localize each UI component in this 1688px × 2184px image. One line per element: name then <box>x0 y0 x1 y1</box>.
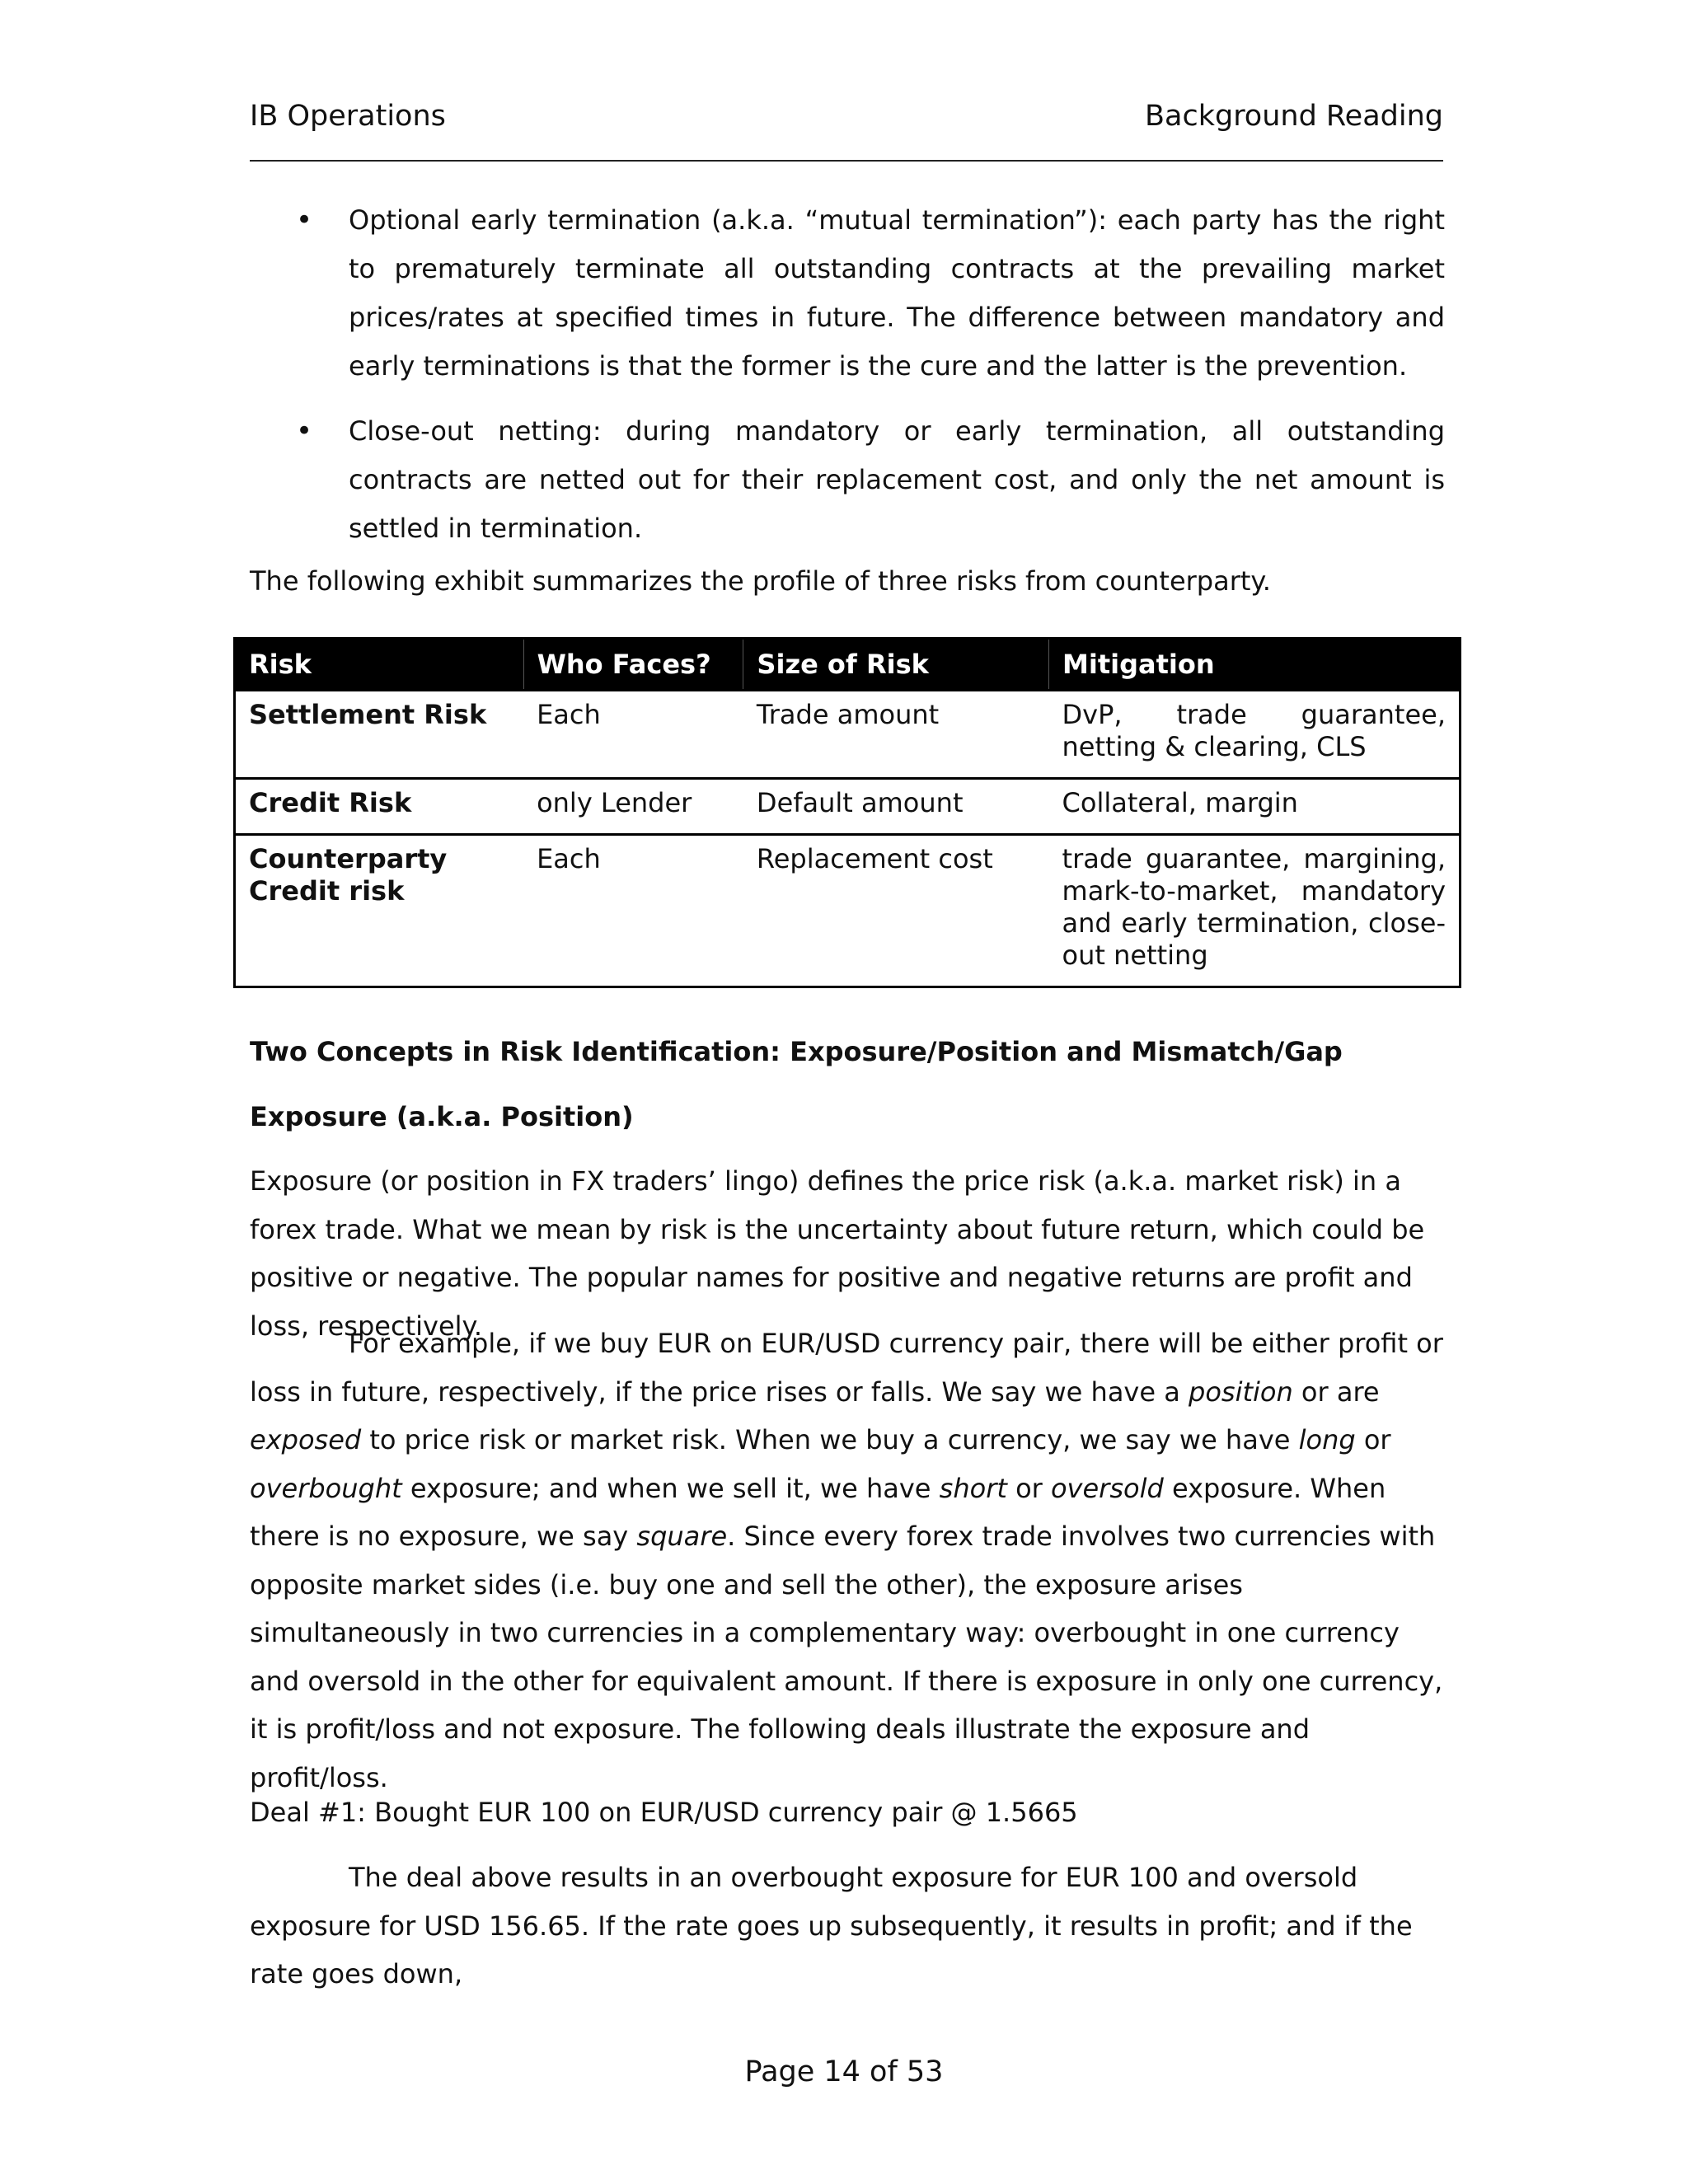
table-cell-risk: Counterparty Credit risk <box>235 835 524 987</box>
table-cell: only Lender <box>523 779 743 835</box>
table-header-row <box>235 639 1461 691</box>
table-cell: Each <box>523 691 743 779</box>
table-row <box>235 835 1461 987</box>
bullet-text: Close-out netting: during mandatory or early termination, all outstanding contracts are netted out for their replacement cost, and only the net amount is settled in termination. <box>349 415 1445 544</box>
page-header <box>250 97 1443 162</box>
header-right-title: Background Reading <box>1145 100 1443 133</box>
subsection-title: Exposure (a.k.a. Position) <box>250 1101 634 1132</box>
bullet-item <box>250 196 1445 391</box>
bullet-item <box>250 407 1445 553</box>
header-left-title: IB Operations <box>250 100 446 133</box>
table-intro: The following exhibit summarizes the profile of three risks from counterparty. <box>250 565 1271 597</box>
table-header-cell: Who Faces? <box>523 639 743 691</box>
table-cell: Replacement cost <box>743 835 1049 987</box>
risk-table <box>233 637 1461 988</box>
table-row <box>235 779 1461 835</box>
table-cell-risk: Credit Risk <box>235 779 524 835</box>
table-cell: Trade amount <box>743 691 1049 779</box>
deal-line: Deal #1: Bought EUR 100 on EUR/USD currency pair @ 1.5665 <box>250 1797 1078 1828</box>
table-header-cell: Mitigation <box>1049 639 1461 691</box>
table-cell: Default amount <box>743 779 1049 835</box>
table-cell-risk: Settlement Risk <box>235 691 524 779</box>
bullet-icon: • <box>296 415 313 448</box>
paragraph: For example, if we buy EUR on EUR/USD currency pair, there will be either profit or loss in future, respectively, if the price rises or falls. We say we have a position or are exposed to price risk or market risk. When we buy a currency, we say we have long or overbought exposure; and when we sell it, we have short or oversold exposure. When there is no exposure, we say square. Since every forex trade involves two currencies with opposite market sides (i.e. buy one and sell the other), the exposure arises simultaneously in two currencies in a complementary way: overbought in one currency and oversold in the other for equivalent amount. If there is exposure in only one currency, it is profit/loss and not exposure. The following deals illustrate the exposure and profit/loss. <box>250 1328 1443 1793</box>
paragraph: Exposure (or position in FX traders’ lingo) defines the price risk (a.k.a. market risk) in a forex trade. What we mean by risk is the uncertainty about future return, which could be positive or negative. The popular names for positive and negative returns are profit and loss, respectively. <box>250 1165 1425 1342</box>
bullet-icon: • <box>296 204 313 237</box>
bullet-text: Optional early termination (a.k.a. “mutual termination”): each party has the right to prematurely terminate all outstanding contracts at the prevailing market prices/rates at specified times in future. The difference between mandatory and early terminations is that the former is the cure and the latter is the prevention. <box>349 204 1445 382</box>
table-header-cell: Size of Risk <box>743 639 1049 691</box>
section-title: Two Concepts in Risk Identification: Exposure/Position and Mismatch/Gap <box>250 1036 1343 1067</box>
table-cell: DvP, trade guarantee, netting & clearing, CLS <box>1049 691 1461 779</box>
page-number: Page 14 of 53 <box>744 2055 944 2088</box>
bullet-list <box>250 196 1445 569</box>
table-header-cell: Risk <box>235 639 524 691</box>
table-row <box>235 691 1461 779</box>
table-cell: trade guarantee, margining, mark-to-market, mandatory and early termination, close-out netting <box>1049 835 1461 987</box>
table-cell: Each <box>523 835 743 987</box>
paragraph: The deal above results in an overbought exposure for EUR 100 and oversold exposure for USD 156.65. If the rate goes up subsequently, it results in profit; and if the rate goes down, <box>250 1862 1413 1990</box>
table-cell: Collateral, margin <box>1049 779 1461 835</box>
